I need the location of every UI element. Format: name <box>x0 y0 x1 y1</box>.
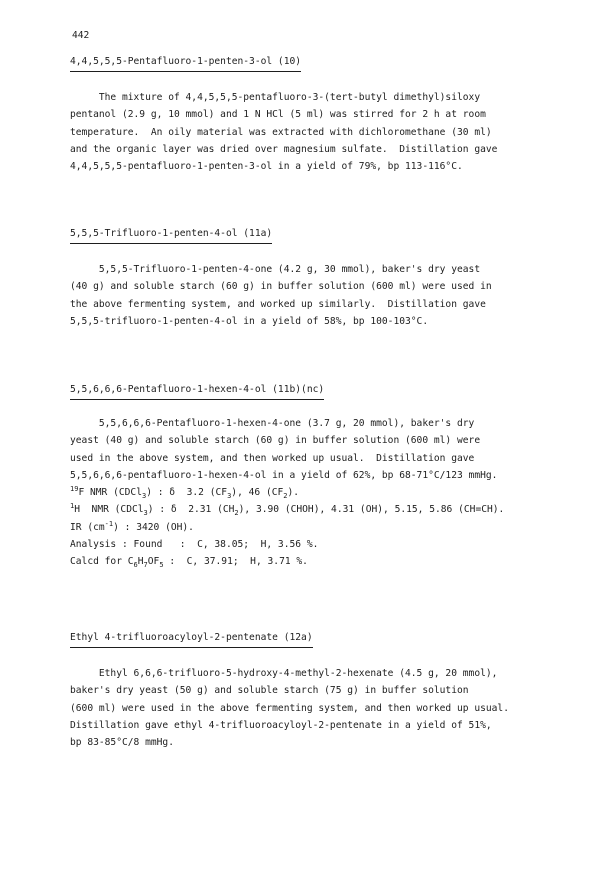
page-number: 442 <box>72 30 90 41</box>
text-line: yeast (40 g) and soluble starch (60 g) in buffer solution (600 ml) were <box>70 435 481 447</box>
text-line: used in the above system, and then worked up usual. Distillation gave <box>70 452 475 464</box>
paragraph-compound-11a <box>70 261 530 330</box>
text-line: the above fermenting system, and worked up similarly. Distillation gave <box>70 298 486 310</box>
section-heading-compound-10: 4,4,5,5,5-Pentafluoro-1-penten-3-ol (10) <box>70 56 301 72</box>
paragraph-compound-12a <box>70 665 530 751</box>
text-line: bp 83-85°C/8 mmHg. <box>70 737 174 749</box>
text-line: (40 g) and soluble starch (60 g) in buffer solution (600 ml) were used in <box>70 281 492 293</box>
section-heading-compound-11a: 5,5,5-Trifluoro-1-penten-4-ol (11a) <box>70 228 272 244</box>
paragraph-compound-11b <box>70 415 530 571</box>
text-line: 5,5,5-Trifluoro-1-penten-4-one (4.2 g, 30 mmol), baker's dry yeast <box>70 264 481 275</box>
nmr-h-line: $^1$H NMR (CDCl$_3$) : δ 2.31 $(CH_2)$, 3.90 (CHOH), 4.31 (OH), 5.15, 5.86 (CH=CH). <box>70 502 505 518</box>
analysis-found-line: Analysis : Found : C, 38.05; H, 3.56 %. <box>70 539 319 551</box>
ir-line: IR $(cm^{-1})$ : 3420 (OH). <box>70 519 194 533</box>
text-line: (600 ml) were used in the above fermenting system, and then worked up usual. <box>70 702 509 714</box>
text-line: 4,4,5,5,5-pentafluoro-1-penten-3-ol in a yield of 79%, bp 113-116°C. <box>70 161 463 173</box>
text-line: baker's dry yeast (50 g) and soluble starch (75 g) in buffer solution <box>70 685 469 697</box>
paragraph-compound-10 <box>70 89 530 175</box>
text-line: 5,5,6,6,6-pentafluoro-1-hexen-4-ol in a yield of 62%, bp 68-71°C/123 mmHg. <box>70 469 498 481</box>
section-heading-compound-11b: 5,5,6,6,6-Pentafluoro-1-hexen-4-ol (11b)(nc) <box>70 384 324 400</box>
text-line: pentanol (2.9 g, 10 mmol) and 1 N HCl (5 ml) was stirred for 2 h at room <box>70 109 486 121</box>
text-line: The mixture of 4,4,5,5,5-pentafluoro-3-(tert-butyl dimethyl)siloxy <box>70 92 481 103</box>
text-line: and the organic layer was dried over magnesium sulfate. Distillation gave <box>70 143 498 155</box>
analysis-calcd-line: Calcd for $C_6H_7OF_5$ : C, 37.91; H, 3.71 %. <box>70 556 308 570</box>
text-line: 5,5,5-trifluoro-1-penten-4-ol in a yield of 58%, bp 100-103°C. <box>70 315 429 327</box>
nmr-f-line: $^{19}$F NMR (CDCl$_3$) : δ 3.2 $(CF_3)$, 46 $(CF_2)$. <box>70 485 300 501</box>
text-line: temperature. An oily material was extracted with dichloromethane (30 ml) <box>70 126 492 138</box>
text-line: Ethyl 6,6,6-trifluoro-5-hydroxy-4-methyl-2-hexenate (4.5 g, 20 mmol), <box>70 668 498 679</box>
text-line: Distillation gave ethyl 4-trifluoroacyloyl-2-pentenate in a yield of 51%, <box>70 719 492 731</box>
section-heading-compound-12a: Ethyl 4-trifluoroacyloyl-2-pentenate (12a) <box>70 632 313 648</box>
text-line: 5,5,6,6,6-Pentafluoro-1-hexen-4-one (3.7 g, 20 mmol), baker's dry <box>70 418 475 429</box>
